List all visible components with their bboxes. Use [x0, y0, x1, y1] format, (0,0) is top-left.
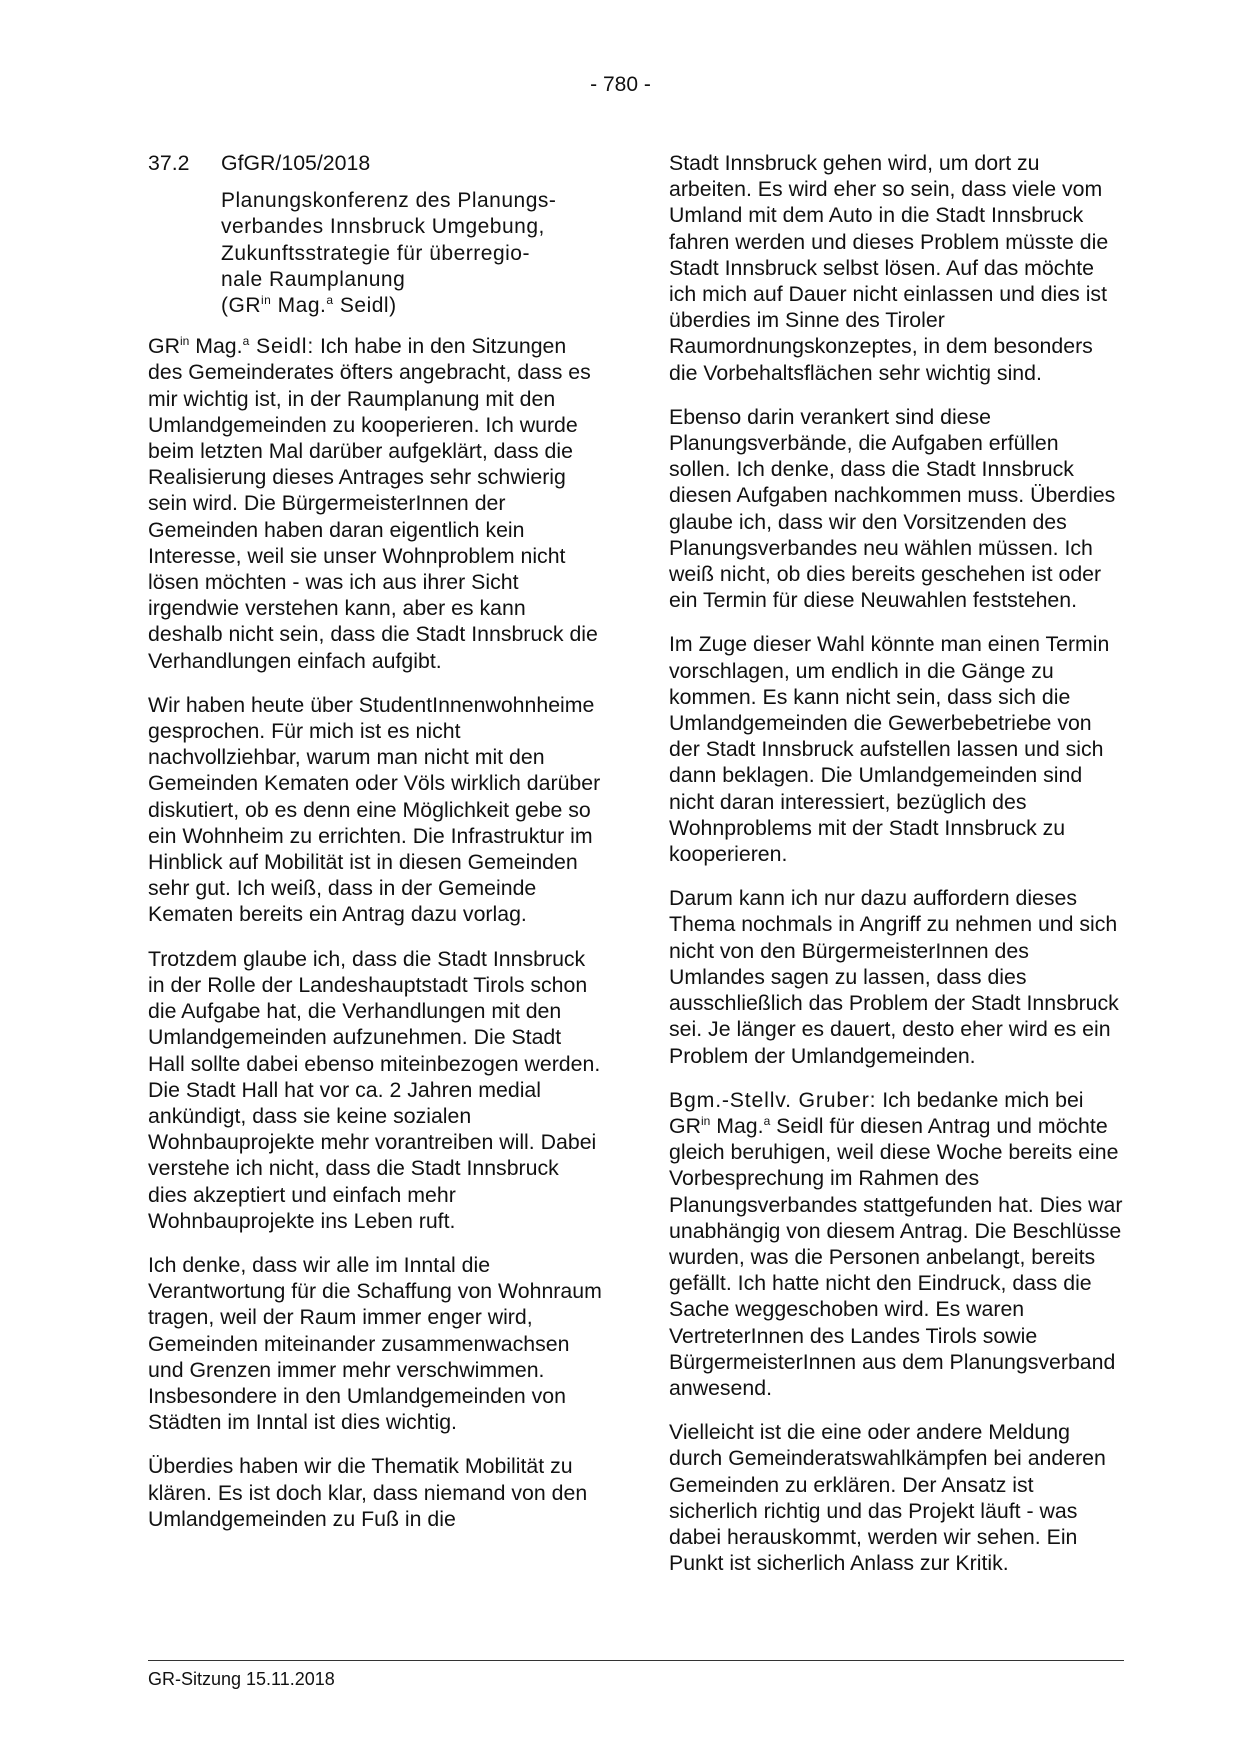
paragraph: Ich denke, dass wir alle im Inntal die Verantwortung für die Schaffung von Wohnraum tragen, weil der Raum immer enger wird, Gemeinden miteinander zusammenwachsen und Grenzen immer mehr verschwimmen. Insbesondere in den Umlandgemeinden von Städten im Inntal ist dies wichtig.: [148, 1252, 602, 1435]
agenda-title-line: Zukunftsstrategie für überregio-: [221, 241, 530, 265]
paragraph: Stadt Innsbruck gehen wird, um dort zu arbeiten. Es wird eher so sein, dass viele vom Umland mit dem Auto in die Stadt Innsbruck fahren werden und dieses Problem müsste die Stadt Innsbruck selbst lösen. Auf das möchte ich mich auf Dauer nicht einlassen und dies ist überdies im Sinne des Tiroler Raumordnungskonzeptes, in dem besonders die Vorbehaltsflächen sehr wichtig sind.: [669, 151, 1109, 385]
footer-text: GR-Sitzung 15.11.2018: [148, 1669, 335, 1689]
paragraph: Vielleicht ist die eine oder andere Meldung durch Gemeinderatswahlkämpfen bei anderen Gemeinden zu erklären. Der Ansatz ist sicherlich richtig und das Projekt läuft - was dabei herauskommt, werden wir sehen. Ein Punkt ist sicherlich Anlass zur Kritik.: [669, 1420, 1106, 1576]
agenda-number: 37.2: [148, 151, 190, 175]
agenda-item: [148, 150, 603, 319]
paragraph: Im Zuge dieser Wahl könnte man einen Termin vorschlagen, um endlich in die Gänge zu kommen. Es kann nicht sein, dass sich die Umlandgemeinden die Gewerbebetriebe von der Stadt Innsbruck aufstellen lassen und sich dann beklagen. Die Umlandgemeinden sind nicht daran interessiert, bezüglich des Wohnproblems mit der Stadt Innsbruck zu kooperieren.: [669, 632, 1110, 867]
agenda-title: [221, 188, 603, 319]
agenda-title-line: nale Raumplanung: [221, 267, 406, 291]
speaker: $GR^{in}$ Mag.$^a$ Seidl:: [148, 334, 315, 359]
speaker: Bgm.-Stellv. Gruber:: [669, 1087, 877, 1112]
paragraph: Trotzdem glaube ich, dass die Stadt Innsbruck in der Rolle der Landeshauptstadt Tirols schon die Aufgabe hat, die Verhandlungen mit den Umlandgemeinden aufzunehmen. Die Stadt Hall sollte dabei ebenso miteinbezogen werden. Die Stadt Hall hat vor ca. 2 Jahren medial ankündigt, dass sie keine sozialen Wohnbauprojekte mehr vorantreiben will. Dabei verstehe ich nicht, dass die Stadt Innsbruck dies akzeptiert und einfach mehr Wohnbauprojekte ins Leben ruft.: [148, 946, 601, 1233]
agenda-mover: ($GR^{in}$ Mag.$^a$ Seidl): [221, 293, 397, 318]
paragraph: Bgm.-Stellv. Gruber: Ich bedanke mich bei $GR^{in}$ Mag.$^a$ Seidl für diesen Antrag und möchte gleich beruhigen, weil diese Woche bereits eine Vorbesprechung im Rahmen des Planungsverbandes stattgefunden hat. Dies war unabhängig von diesem Antrag. Die Beschlüsse wurden, was die Personen anbelangt, bereits gefällt. Ich hatte nicht den Eindruck, dass die Sache weggeschoben wird. Es waren VertreterInnen des Landes Tirols sowie BürgermeisterInnen aus dem Planungsverband anwesend.: [669, 1087, 1123, 1400]
paragraph: Ebenso darin verankert sind diese Planungsverbände, die Aufgaben erfüllen sollen. Ich denke, dass die Stadt Innsbruck diesen Aufgaben nachkommen muss. Überdies glaube ich, dass wir den Vorsitzenden des Planungsverbandes neu wählen müssen. Ich weiß nicht, ob dies bereits geschehen ist oder ein Termin für diese Neuwahlen feststehen.: [669, 404, 1116, 613]
agenda-title-line: Planungskonferenz des Planungs-: [221, 189, 557, 213]
paragraph: Darum kann ich nur dazu auffordern dieses Thema nochmals in Angriff zu nehmen und sich nicht von den BürgermeisterInnen des Umlandes sagen zu lassen, dass dies ausschließlich das Problem der Stadt Innsbruck sei. Je länger es dauert, desto eher wird es ein Problem der Umlandgemeinden.: [669, 886, 1119, 1068]
paragraph: Überdies haben wir die Thematik Mobilität zu klären. Es ist doch klar, dass niemand von den Umlandgemeinden zu Fuß in die: [148, 1454, 588, 1531]
right-column: [669, 150, 1124, 1594]
page-number: - 780 -: [590, 73, 651, 96]
left-column: [148, 150, 603, 1550]
paragraph: Wir haben heute über StudentInnenwohnheime gesprochen. Für mich ist es nicht nachvollziehbar, warum man nicht mit den Gemeinden Kematen oder Völs wirklich darüber diskutiert, ob es denn eine Möglichkeit gebe so ein Wohnheim zu errichten. Die Infrastruktur im Hinblick auf Mobilität ist in diesen Gemeinden sehr gut. Ich weiß, dass in der Gemeinde Kematen bereits ein Antrag dazu vorlag.: [148, 692, 601, 927]
footer-divider: [148, 1660, 1124, 1661]
agenda-title-line: verbandes Innsbruck Umgebung,: [221, 215, 545, 239]
paragraph: $GR^{in}$ Mag.$^a$ Seidl: Ich habe in den Sitzungen des Gemeinderates öfters angebracht, dass es mir wichtig ist, in der Raumplanung mit den Umlandgemeinden zu kooperieren. Ich wurde beim letzten Mal darüber aufgeklärt, dass die Realisierung dieses Antrages sehr schwierig sein wird. Die BürgermeisterInnen der Gemeinden haben daran eigentlich kein Interesse, weil sie unser Wohnproblem nicht lösen möchten - was ich aus ihrer Sicht irgendwie verstehen kann, aber es kann deshalb nicht sein, dass die Stadt Innsbruck die Verhandlungen einfach aufgibt.: [148, 334, 598, 673]
agenda-code: GfGR/105/2018: [221, 151, 371, 175]
